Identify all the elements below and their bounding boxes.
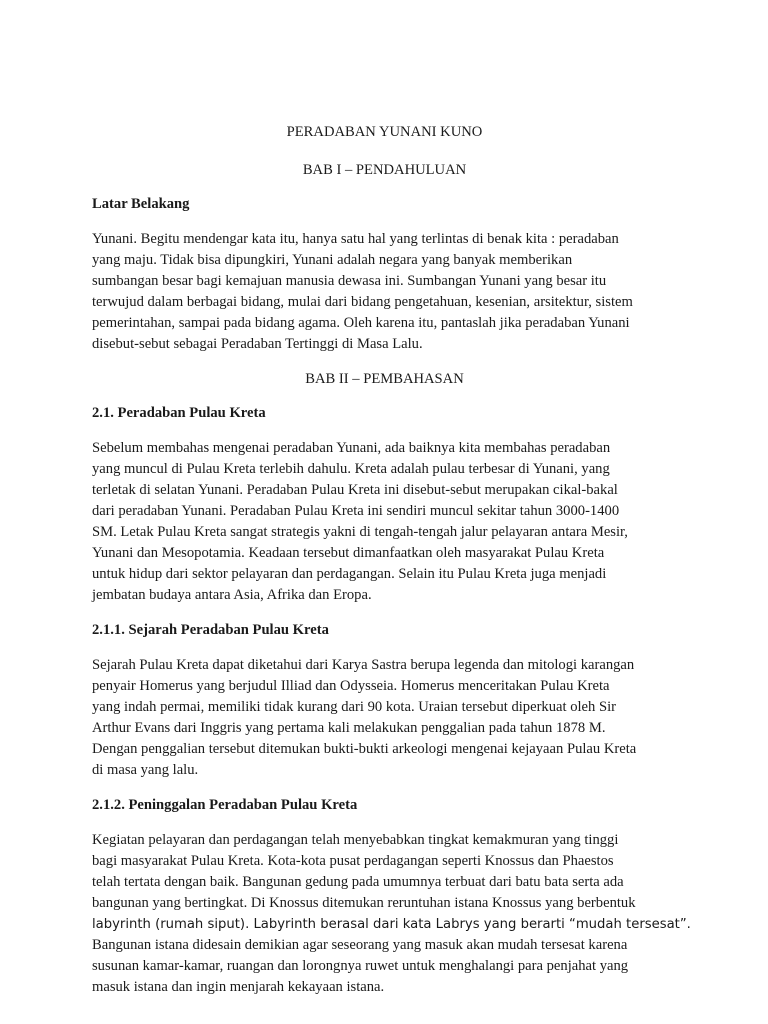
text-line: terwujud dalam berbagai bidang, mulai dari bidang pengetahuan, kesenian, arsitektur, sistem bbox=[92, 294, 633, 310]
section-2-1-2-paragraph bbox=[92, 830, 691, 998]
text-line: SM. Letak Pulau Kreta sangat strategis yakni di tengah-tengah jalur pelayaran antara Mesir, bbox=[92, 524, 628, 540]
text-line: untuk hidup dari sektor pelayaran dan perdagangan. Selain itu Pulau Kreta juga menjadi bbox=[92, 566, 607, 582]
text-line: Arthur Evans dari Inggris yang pertama kali melakukan penggalian pada tahun 1878 M. bbox=[92, 720, 606, 736]
text-line: telah tertata dengan baik. Bangunan gedung pada umumnya terbuat dari batu bata serta ada bbox=[92, 874, 624, 890]
document-title: PERADABAN YUNANI KUNO bbox=[286, 124, 483, 140]
text-line: yang maju. Tidak bisa dipungkiri, Yunani adalah negara yang banyak memberikan bbox=[92, 252, 573, 268]
text-line: bangunan yang bertingkat. Di Knossus ditemukan reruntuhan istana Knossus yang berbentuk bbox=[92, 895, 636, 911]
section-2-1-1-paragraph bbox=[92, 655, 677, 781]
chapter-2-heading: BAB II – PEMBAHASAN bbox=[305, 371, 464, 387]
section-2-1-heading: 2.1. Peradaban Pulau Kreta bbox=[92, 405, 266, 421]
text-line-alt-font: labyrinth (rumah siput). Labyrinth berasal dari kata Labrys yang berarti “mudah tersesat”. bbox=[92, 917, 691, 932]
text-line: sumbangan besar bagi kemajuan manusia dewasa ini. Sumbangan Yunani yang besar itu bbox=[92, 273, 607, 289]
text-line: Bangunan istana didesain demikian agar seseorang yang masuk akan mudah tersesat karena bbox=[92, 937, 628, 953]
text-line: Dengan penggalian tersebut ditemukan bukti-bukti arkeologi mengenai kejayaan Pulau Kreta bbox=[92, 741, 637, 757]
chapter-1-heading: BAB I – PENDAHULUAN bbox=[302, 162, 467, 178]
text-line: terletak di selatan Yunani. Peradaban Pulau Kreta ini disebut-sebut merupakan cikal-bakal bbox=[92, 482, 618, 498]
text-line: Sebelum membahas mengenai peradaban Yunani, ada baiknya kita membahas peradaban bbox=[92, 440, 611, 456]
text-line: dari peradaban Yunani. Peradaban Pulau Kreta ini sendiri muncul sekitar tahun 3000-1400 bbox=[92, 503, 620, 519]
document-page bbox=[92, 122, 691, 1012]
section-2-1-2-heading: 2.1.2. Peninggalan Peradaban Pulau Kreta bbox=[92, 797, 358, 813]
text-line: masuk istana dan ingin menjarah kekayaan istana. bbox=[92, 979, 385, 995]
text-line: Yunani dan Mesopotamia. Keadaan tersebut dimanfaatkan oleh masyarakat Pulau Kreta bbox=[92, 545, 605, 561]
text-line: disebut-sebut sebagai Peradaban Tertinggi di Masa Lalu. bbox=[92, 336, 423, 352]
section-2-1-1-heading: 2.1.1. Sejarah Peradaban Pulau Kreta bbox=[92, 622, 329, 638]
text-line: susunan kamar-kamar, ruangan dan lorongnya ruwet untuk menghalangi para penjahat yang bbox=[92, 958, 629, 974]
text-line: bagi masyarakat Pulau Kreta. Kota-kota pusat perdagangan seperti Knossus dan Phaestos bbox=[92, 853, 614, 869]
section-latar-belakang-heading: Latar Belakang bbox=[92, 196, 190, 212]
text-line: di masa yang lalu. bbox=[92, 762, 199, 778]
latar-belakang-paragraph bbox=[92, 229, 677, 355]
text-line: yang muncul di Pulau Kreta terlebih dahulu. Kreta adalah pulau terbesar di Yunani, yang bbox=[92, 461, 610, 477]
text-line: Kegiatan pelayaran dan perdagangan telah menyebabkan tingkat kemakmuran yang tinggi bbox=[92, 832, 619, 848]
text-line: Sejarah Pulau Kreta dapat diketahui dari Karya Sastra berupa legenda dan mitologi karangan bbox=[92, 657, 635, 673]
text-line: yang indah permai, memiliki tidak kurang dari 90 kota. Uraian tersebut diperkuat oleh Sir bbox=[92, 699, 617, 715]
text-line: jembatan budaya antara Asia, Afrika dan Eropa. bbox=[92, 587, 372, 603]
text-line: pemerintahan, sampai pada bidang agama. Oleh karena itu, pantaslah jika peradaban Yunani bbox=[92, 315, 630, 331]
text-line: Yunani. Begitu mendengar kata itu, hanya satu hal yang terlintas di benak kita : peradaban bbox=[92, 231, 619, 247]
text-line: penyair Homerus yang berjudul Illiad dan Odysseia. Homerus menceritakan Pulau Kreta bbox=[92, 678, 610, 694]
section-2-1-paragraph bbox=[92, 438, 677, 606]
